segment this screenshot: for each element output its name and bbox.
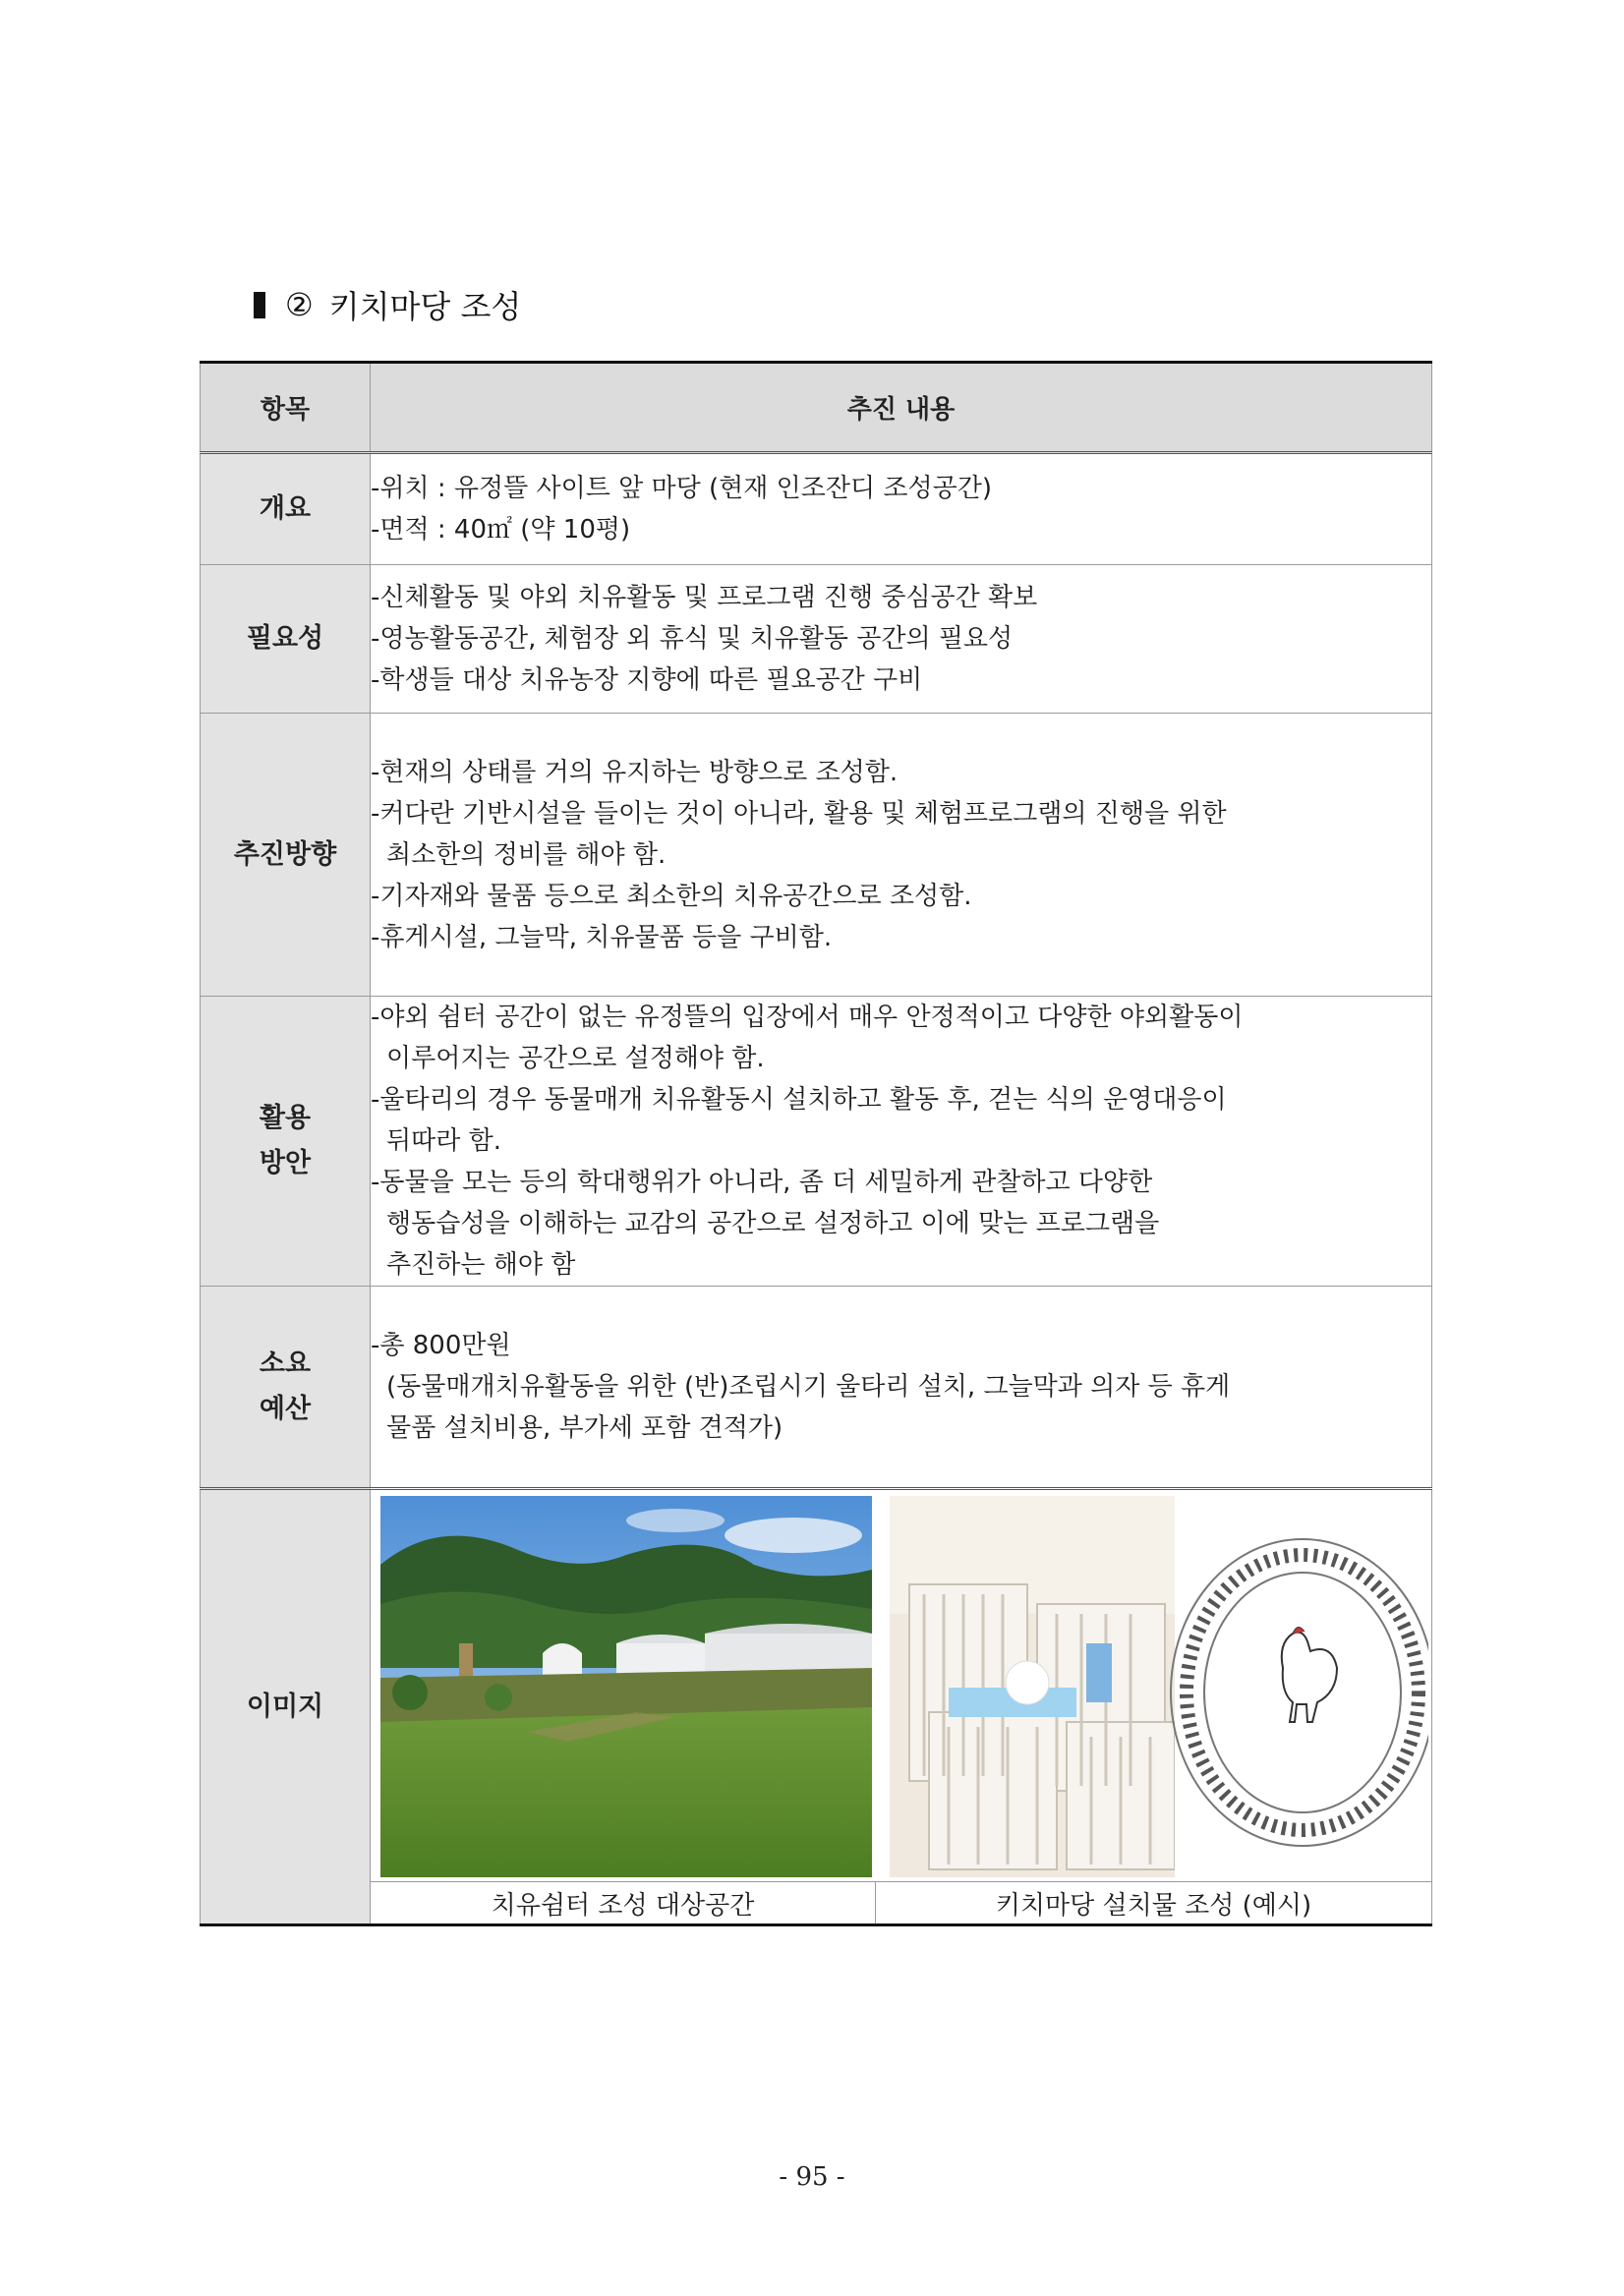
table-row-overview — [201, 453, 1432, 565]
table-row-budget — [201, 1287, 1432, 1489]
row-label: 필요성 — [201, 565, 371, 714]
row-label: 개요 — [201, 453, 371, 565]
content-line: 물품 설치비용, 부가세 포함 견적가) — [386, 1413, 783, 1443]
fence-example-image — [890, 1496, 1428, 1877]
content-line: -휴게시설, 그늘막, 치유물품 등을 구비함. — [371, 922, 833, 952]
section-title-text: 키치마당 조성 — [328, 288, 522, 325]
content-line: -야외 쉼터 공간이 없는 유정뜰의 입장에서 매우 안정적이고 다양한 야외활동이 — [371, 1003, 1244, 1032]
content-line: -학생들 대상 치유농장 지향에 따른 필요공간 구비 — [371, 665, 923, 695]
content-line: -위치 : 유정뜰 사이트 앞 마당 (현재 인조잔디 조성공간) — [371, 474, 992, 503]
table-row-necessity — [201, 565, 1432, 714]
content-line: -신체활동 및 야외 치유활동 및 프로그램 진행 중심공간 확보 — [371, 583, 1038, 612]
content-line: 추진하는 해야 함 — [386, 1250, 576, 1280]
header-content: 추진 내용 — [371, 363, 1432, 453]
content-line: 행동습성을 이해하는 교감의 공간으로 설정하고 이에 맞는 프로그램을 — [386, 1209, 1160, 1238]
content-line: -기자재와 물품 등으로 최소한의 치유공간으로 조성함. — [371, 881, 972, 911]
row-label-line: 소요 — [259, 1349, 312, 1379]
row-content — [371, 714, 1432, 997]
table-row-utilization — [201, 997, 1432, 1287]
content-line: (동물매개치유활동을 위한 (반)조립시기 울타리 설치, 그늘막과 의자 등 휴게 — [386, 1372, 1231, 1402]
image-caption: 치유쉼터 조성 대상공간 — [371, 1882, 876, 1923]
row-label: 이미지 — [201, 1489, 371, 1925]
content-line: -총 800만원 — [371, 1331, 511, 1360]
row-label: 추진방향 — [201, 714, 371, 997]
header-item: 항목 — [201, 363, 371, 453]
row-label-line: 활용 — [259, 1103, 312, 1133]
plan-table — [200, 361, 1432, 1926]
content-line: -울타리의 경우 동물매개 치유활동시 설치하고 활동 후, 걷는 식의 운영대응이 — [371, 1085, 1227, 1115]
section-title — [254, 277, 521, 332]
content-line: 이루어지는 공간으로 설정해야 함. — [386, 1044, 765, 1073]
row-content — [371, 997, 1432, 1287]
row-content — [371, 565, 1432, 714]
row-label — [201, 997, 371, 1287]
image-caption: 키치마당 설치물 조성 (예시) — [995, 1890, 1312, 1921]
table-row-images — [201, 1489, 1432, 1925]
table-row-direction — [201, 714, 1432, 997]
content-line: -커다란 기반시설을 들이는 것이 아니라, 활용 및 체험프로그램의 진행을 위한 — [371, 798, 1227, 829]
site-photo-image — [380, 1496, 872, 1877]
site-photo — [380, 1496, 872, 1877]
content-line: 최소한의 정비를 해야 함. — [386, 839, 667, 870]
fence-example-photo — [890, 1496, 1428, 1877]
section-bullet-icon — [254, 292, 265, 318]
content-line: -면적 : 40㎡ (약 10평) — [371, 515, 631, 545]
row-label-line: 예산 — [259, 1394, 312, 1424]
page-number: - 95 - — [779, 2162, 845, 2192]
section-number: ② — [285, 286, 314, 323]
content-line: -현재의 상태를 거의 유지하는 방향으로 조성함. — [371, 757, 899, 787]
content-line: -영농활동공간, 체험장 외 휴식 및 치유활동 공간의 필요성 — [371, 624, 1014, 654]
row-label — [201, 1287, 371, 1489]
content-line: 뒤따라 함. — [386, 1126, 501, 1156]
row-content — [371, 1287, 1432, 1489]
row-content — [371, 453, 1432, 565]
image-cell — [371, 1489, 1432, 1925]
content-line: -동물을 모는 등의 학대행위가 아니라, 좀 더 세밀하게 관찰하고 다양한 — [371, 1168, 1153, 1197]
row-label-line: 방안 — [259, 1148, 312, 1178]
